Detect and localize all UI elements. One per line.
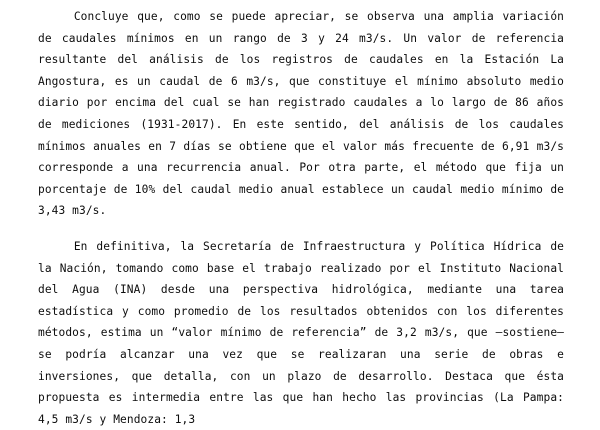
paragraph-1: Concluye que, como se puede apreciar, se observa una amplia variación de caudales mínimos en un rango de 3 y 24 m3/s. Un valor de referencia resultante del análisis de los registros de caudales en la Estación La Angostura, es un caudal de 6 m3/s, que constituye el mínimo absoluto medio diario por encima del cual se han registrado caudales a lo largo de 86 años de mediciones (1931-2017). En este sentido, del análisis de los caudales mínimos anuales en 7 días se obtiene que el valor más frecuente de 6,91 m3/s corresponde a una recurrencia anual. Por otra parte, el método que fija un porcentaje de 10% del caudal medio anual establece un caudal medio mínimo de 3,43 m3/s. <box>38 10 564 218</box>
document-text-body <box>38 6 564 430</box>
paragraph-2: En definitiva, la Secretaría de Infraestructura y Política Hídrica de la Nación, tomando como base el trabajo realizado por el Instituto Nacional del Agua (INA) desde una perspectiva hidrológica, mediante una tarea estadística y como promedio de los resultados obtenidos con los diferentes métodos, estima un “valor mínimo de referencia” de 3,2 m3/s, que –sostiene– se podría alcanzar una vez que se realizaran una serie de obras e inversiones, que detalla, con un plazo de desarrollo. Destaca que ésta propuesta es intermedia entre las que han hecho las provincias (La Pampa: 4,5 m3/s y Mendoza: 1,3 <box>38 239 564 426</box>
